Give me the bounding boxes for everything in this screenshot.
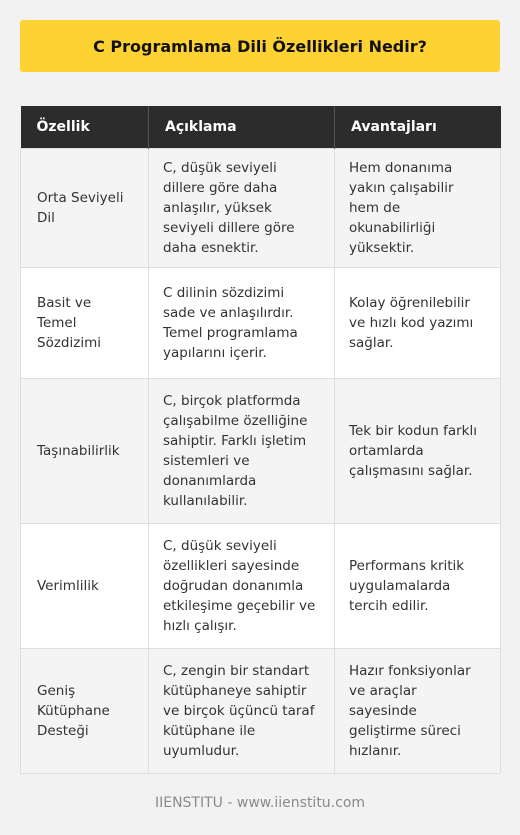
advantage-cell: Tek bir kodun farklı ortamlarda çalışmasını sağlar.	[335, 379, 501, 524]
footer-credit: IIENSTITU - www.iienstitu.com	[154, 795, 366, 811]
description-cell: C, birçok platformda çalışabilme özelliğine sahiptir. Farklı işletim sistemleri ve donanımlarda kullanılabilir.	[149, 379, 335, 524]
table-row	[21, 268, 501, 379]
description-cell: C, zengin bir standart kütüphaneye sahiptir ve birçok üçüncü taraf kütüphane ile uyumludur.	[149, 649, 335, 774]
header-feature: Özellik	[21, 106, 149, 149]
table-row	[21, 379, 501, 524]
header-advantages: Avantajları	[335, 106, 501, 149]
header-description: Açıklama	[149, 106, 335, 149]
advantage-cell: Hem donanıma yakın çalışabilir hem de okunabilirliği yüksektir.	[335, 149, 501, 268]
table-row	[21, 649, 501, 774]
table-row	[21, 524, 501, 649]
page-title: C Programlama Dili Özellikleri Nedir?	[93, 36, 427, 56]
feature-cell: Taşınabilirlik	[21, 379, 149, 524]
feature-cell: Geniş Kütüphane Desteği	[21, 649, 149, 774]
advantage-cell: Hazır fonksiyonlar ve araçlar sayesinde geliştirme süreci hızlanır.	[335, 649, 501, 774]
feature-cell: Basit ve Temel Sözdizimi	[21, 268, 149, 379]
description-cell: C, düşük seviyeli dillere göre daha anlaşılır, yüksek seviyeli dillere göre daha esnektir.	[149, 149, 335, 268]
advantage-cell: Performans kritik uygulamalarda tercih edilir.	[335, 524, 501, 649]
feature-cell: Verimlilik	[21, 524, 149, 649]
features-table	[20, 106, 501, 774]
feature-cell: Orta Seviyeli Dil	[21, 149, 149, 268]
advantage-cell: Kolay öğrenilebilir ve hızlı kod yazımı sağlar.	[335, 268, 501, 379]
table-row	[21, 149, 501, 268]
description-cell: C dilinin sözdizimi sade ve anlaşılırdır. Temel programlama yapılarını içerir.	[149, 268, 335, 379]
table-header-row	[21, 106, 501, 149]
description-cell: C, düşük seviyeli özellikleri sayesinde doğrudan donanımla etkileşime geçebilir ve hızlı çalışır.	[149, 524, 335, 649]
title-banner	[20, 20, 500, 72]
